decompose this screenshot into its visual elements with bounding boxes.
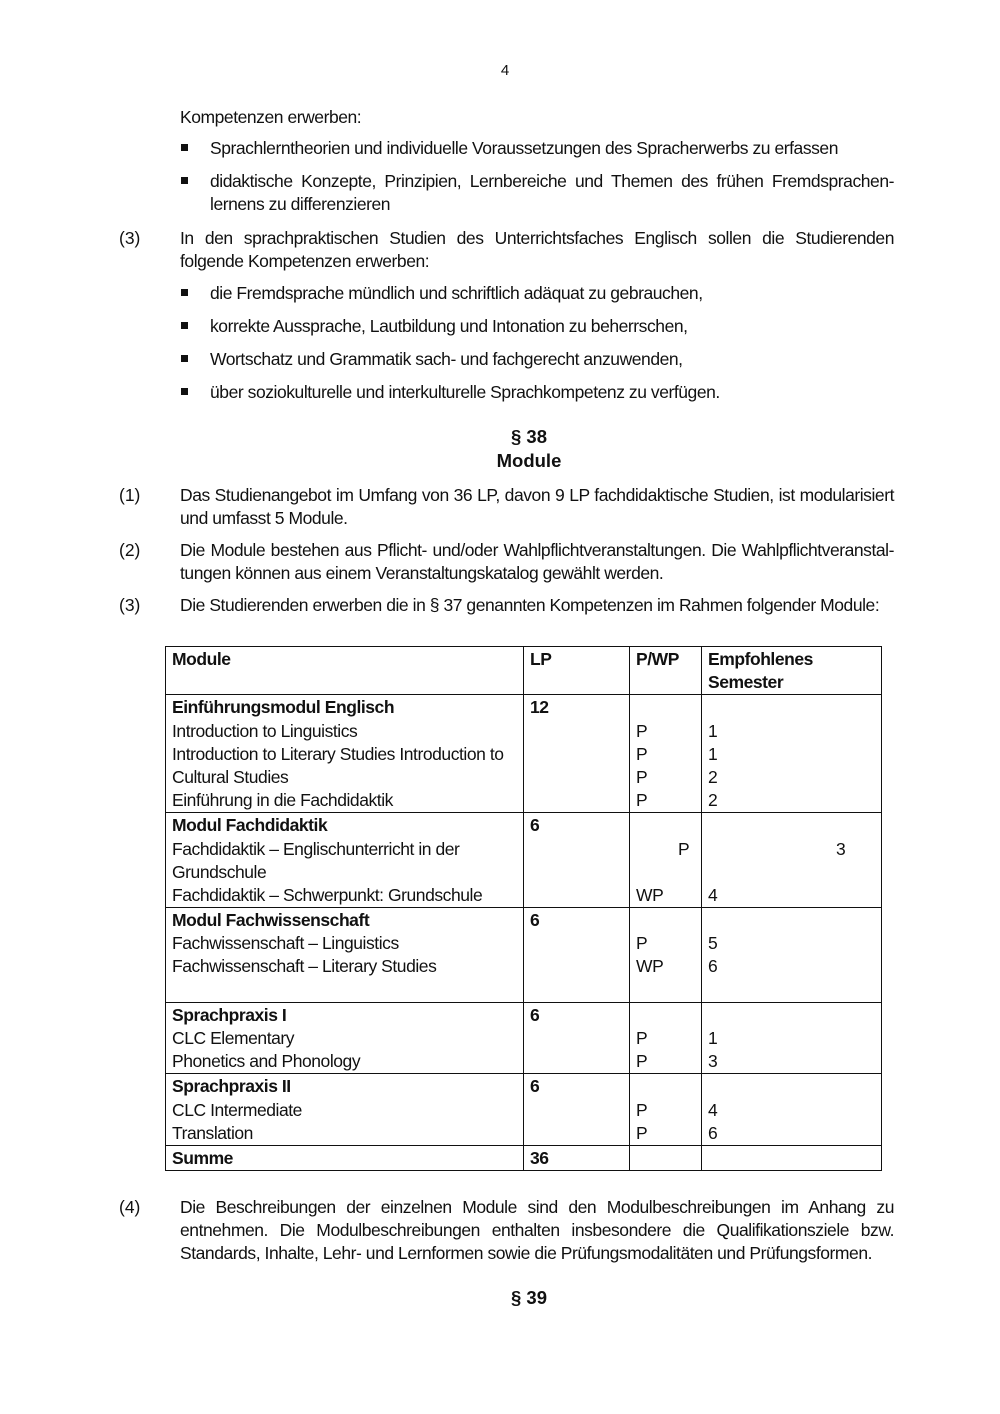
course-pwp: P xyxy=(636,933,648,954)
header-module: Module xyxy=(166,647,524,695)
bullet-item: korrekte Aussprache, Lautbildung und Intonation zu beherrschen, xyxy=(210,316,688,336)
course-name: Einführung in die Fachdidaktik xyxy=(172,790,393,811)
semester-cell xyxy=(702,813,882,908)
course-name: Grundschule xyxy=(172,861,267,882)
course-name: Fachdidaktik – Schwerpunkt: Grundschule xyxy=(172,884,483,905)
empty-cell xyxy=(702,1145,882,1170)
course-name: Introduction to Linguistics xyxy=(172,720,358,741)
module-lp: 6 xyxy=(530,1076,540,1097)
module-cell xyxy=(166,1074,524,1146)
module-lp: 6 xyxy=(530,910,540,931)
paragraph-text: Die Beschreibungen der einzelnen Module sind den Modulbeschreibungen im Anhang zu entnehmen. Die Modulbeschreibungen enthalten insbesondere die Qualifikationsziele bzw. Standards, Inhalte, Lehr- und Lernformen sowie die Prüfungsmodalitäten und Prüfungsformen. xyxy=(180,1197,894,1263)
module-cell xyxy=(166,695,524,813)
paragraph-number: (3) xyxy=(119,595,141,615)
paragraph-text: In den sprachpraktischen Studien des Unterrichtsfaches Englisch sollen die Studierenden folgende Kompetenzen erwerben: xyxy=(180,228,894,271)
intro-line: Kompetenzen erwerben: xyxy=(180,107,362,127)
paragraph-number: (3) xyxy=(119,228,141,248)
course-semester: 6 xyxy=(708,956,718,977)
bullet-item: Sprachlerntheorien und individuelle Voraussetzungen des Spracherwerbs zu erfassen xyxy=(210,138,838,158)
course-semester: 3 xyxy=(708,1051,718,1072)
module-lp: 6 xyxy=(530,1004,540,1025)
lp-cell xyxy=(524,813,630,908)
course-pwp: WP xyxy=(636,956,664,977)
bullet-item: die Fremdsprache mündlich und schriftlich adäquat zu gebrauchen, xyxy=(210,283,703,303)
pwp-cell xyxy=(630,908,702,1003)
module-cell xyxy=(166,813,524,908)
course-semester: 1 xyxy=(708,743,718,764)
paragraph-number: (1) xyxy=(119,485,141,505)
course-semester: 2 xyxy=(708,766,718,787)
course-pwp: P xyxy=(636,743,648,764)
table-row xyxy=(166,908,882,1003)
module-lp: 6 xyxy=(530,815,540,836)
course-name: Fachwissenschaft – Literary Studies xyxy=(172,956,437,977)
course-name: Cultural Studies xyxy=(172,766,289,787)
table-row xyxy=(166,1002,882,1074)
semester-cell xyxy=(702,695,882,813)
table-sum-row xyxy=(166,1145,882,1170)
course-semester: 6 xyxy=(708,1122,718,1143)
lp-cell xyxy=(524,695,630,813)
course-name: Fachwissenschaft – Linguistics xyxy=(172,933,399,954)
course-name: CLC Elementary xyxy=(172,1028,295,1048)
course-pwp: P xyxy=(636,1099,648,1120)
course-name: Phonetics and Phonology xyxy=(172,1051,361,1072)
course-pwp: P xyxy=(636,720,648,741)
module-name: Modul Fachdidaktik xyxy=(172,815,328,836)
course-pwp: P xyxy=(636,790,648,811)
course-pwp: P xyxy=(636,766,648,787)
bullet-item: didaktische Konzepte, Prinzipien, Lernbereiche und Themen des frühen Fremdsprachen-lernens zu differenzieren xyxy=(210,171,894,214)
course-name: Translation xyxy=(172,1122,253,1143)
paragraph-text: Die Studierenden erwerben die in § 37 genannten Kompetenzen im Rahmen folgender Module: xyxy=(180,595,880,615)
section-number: § 38 xyxy=(510,426,547,447)
course-name: Fachdidaktik – Englischunterricht in der xyxy=(172,838,460,859)
module-name: Sprachpraxis I xyxy=(172,1004,287,1025)
lp-cell xyxy=(524,908,630,1003)
bullet-marker xyxy=(181,289,188,296)
section-title: Module xyxy=(496,450,562,471)
course-semester: 4 xyxy=(708,884,718,905)
course-name: Introduction to Literary Studies Introduction to xyxy=(172,743,504,764)
pwp-cell xyxy=(630,813,702,908)
table-row xyxy=(166,1074,882,1146)
sum-lp: 36 xyxy=(524,1145,630,1170)
semester-cell xyxy=(702,1074,882,1146)
header-semester-line2: Semester xyxy=(708,672,784,693)
course-pwp: WP xyxy=(636,884,664,905)
header-semester-line1: Empfohlenes xyxy=(708,649,813,669)
module-cell xyxy=(166,908,524,1003)
module-name: Einführungsmodul Englisch xyxy=(172,697,395,718)
bullet-item: über soziokulturelle und interkulturelle Sprachkompetenz zu verfügen. xyxy=(210,382,720,402)
pwp-cell xyxy=(630,1074,702,1146)
section-number: § 39 xyxy=(510,1287,547,1308)
course-semester: 4 xyxy=(708,1099,718,1120)
bullet-item: Wortschatz und Grammatik sach- und fachgerecht anzuwenden, xyxy=(210,349,683,369)
table-header-row xyxy=(166,647,882,695)
module-name: Sprachpraxis II xyxy=(172,1076,291,1097)
pwp-cell xyxy=(630,1002,702,1074)
page-number: 4 xyxy=(500,62,510,79)
bullet-marker xyxy=(181,144,188,151)
course-pwp: P xyxy=(636,1051,648,1072)
course-pwp: P xyxy=(636,1028,648,1048)
bullet-marker xyxy=(181,388,188,395)
table-row xyxy=(166,695,882,813)
course-semester: 5 xyxy=(708,933,718,954)
course-semester: 1 xyxy=(708,1028,718,1048)
module-cell xyxy=(166,1002,524,1074)
paragraph-number: (4) xyxy=(119,1197,141,1217)
lp-cell xyxy=(524,1074,630,1146)
course-pwp: P xyxy=(678,838,690,859)
lp-cell xyxy=(524,1002,630,1074)
modules-table xyxy=(165,646,882,1171)
bullet-marker xyxy=(181,355,188,362)
bullet-marker xyxy=(181,322,188,329)
bullet-marker xyxy=(181,177,188,184)
course-semester: 3 xyxy=(836,838,846,859)
sum-label: Summe xyxy=(166,1145,524,1170)
paragraph-text: Das Studienangebot im Umfang von 36 LP, davon 9 LP fachdidaktische Studien, ist modularisiert und umfasst 5 Module. xyxy=(180,485,894,528)
paragraph-number: (2) xyxy=(119,540,141,560)
table-row xyxy=(166,813,882,908)
semester-cell xyxy=(702,1002,882,1074)
header-pwp: P/WP xyxy=(630,647,702,695)
paragraph-text: Die Module bestehen aus Pflicht- und/oder Wahlpflichtveranstaltungen. Die Wahlpflichtveranstal-tungen können aus einem Veranstaltungskatalog gewählt werden. xyxy=(180,540,894,583)
course-semester: 1 xyxy=(708,720,718,741)
header-semester xyxy=(702,647,882,695)
course-name: CLC Intermediate xyxy=(172,1099,302,1120)
header-lp: LP xyxy=(524,647,630,695)
pwp-cell xyxy=(630,695,702,813)
module-name: Modul Fachwissenschaft xyxy=(172,910,370,931)
module-lp: 12 xyxy=(530,697,549,718)
empty-cell xyxy=(630,1145,702,1170)
semester-cell xyxy=(702,908,882,1003)
course-semester: 2 xyxy=(708,790,718,811)
course-pwp: P xyxy=(636,1122,648,1143)
